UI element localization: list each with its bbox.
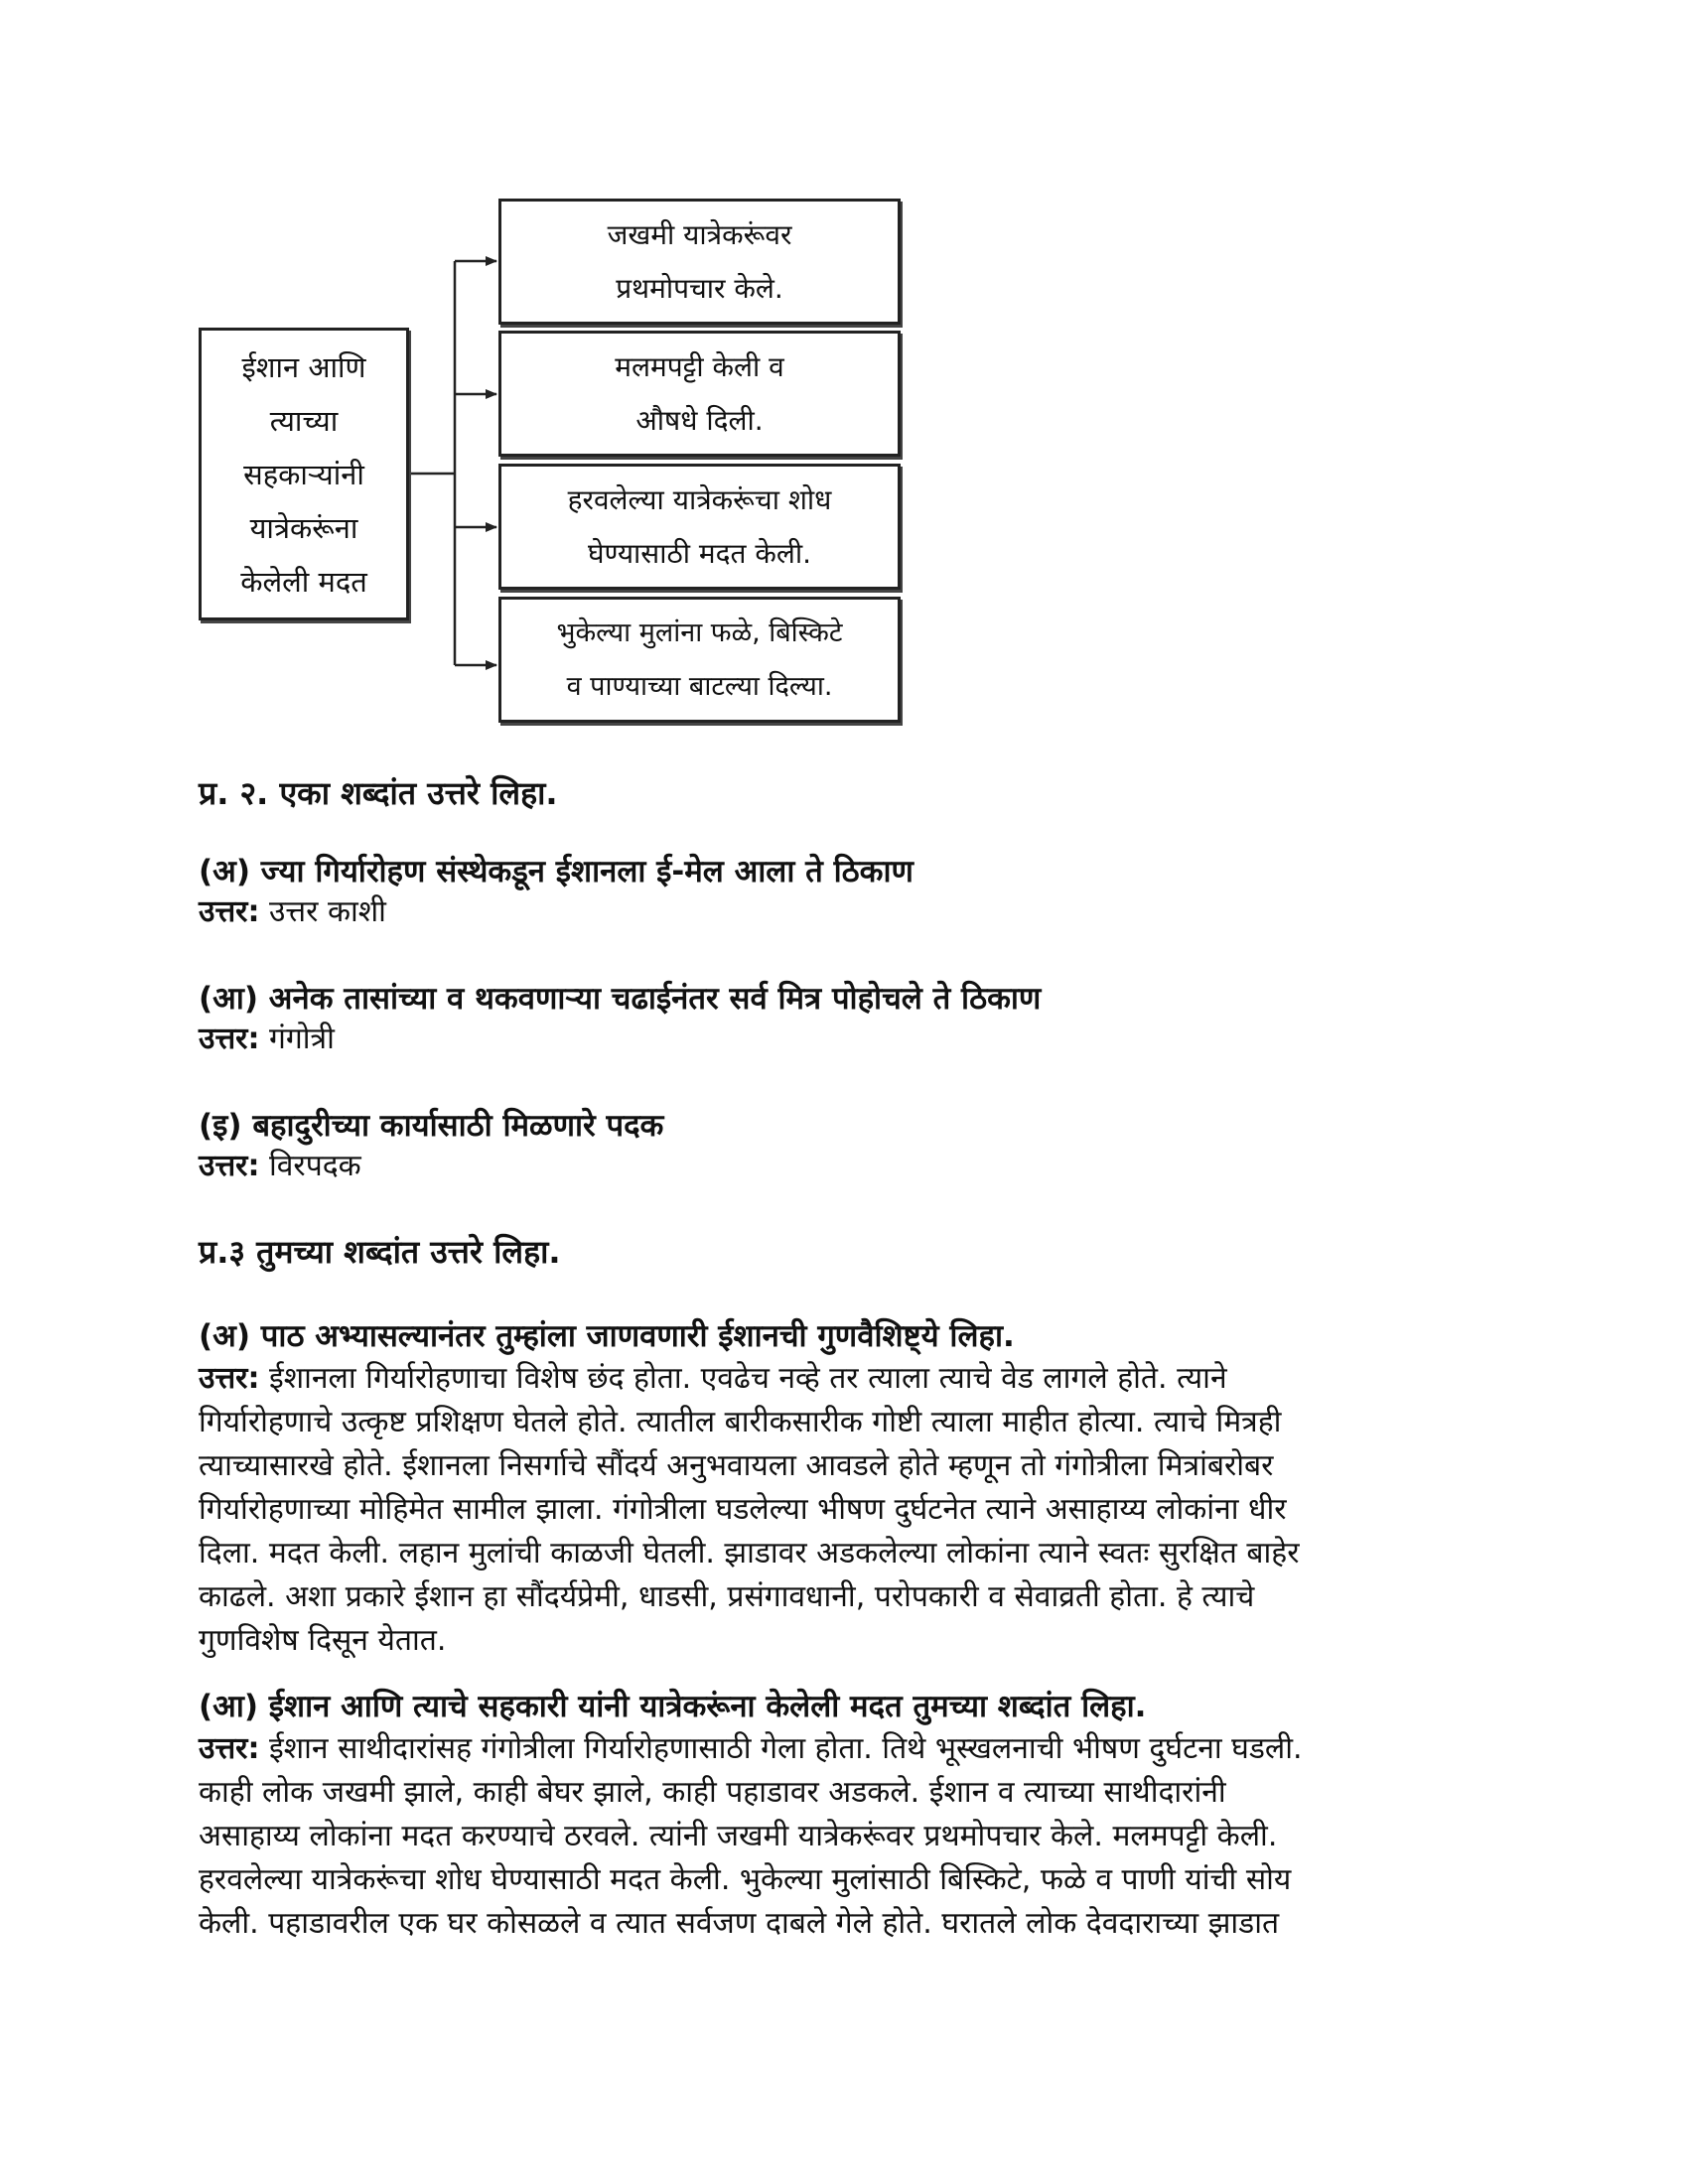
diagram-item-box (498, 331, 901, 457)
item-line: जखमी यात्रेकरूंवर (607, 217, 792, 251)
item-line: हरवलेल्या यात्रेकरूंचा शोध (567, 482, 832, 516)
help-diagram (199, 194, 914, 745)
answer-line: त्याच्यासारखे होते. ईशानला निसर्गाचे सौंदर्य अनुभवायला आवडले होते म्हणून तो गंगोत्रीला मित्रांबरोबर (199, 1448, 1274, 1483)
main-box-line: सहकाऱ्यांनी (243, 457, 364, 491)
q3-heading: प्र.३ तुमच्या शब्दांत उत्तरे लिहा. (199, 1233, 561, 1271)
answer-line: हरवलेल्या यात्रेकरूंचा शोध घेण्यासाठी मदत केली. भुकेल्या मुलांसाठी बिस्किटे, फळे व पाणी यांची सोय (199, 1862, 1292, 1897)
answer-label: उत्तर: (199, 1731, 260, 1766)
question: (अ) ज्या गिर्यारोहण संस्थेकडून ईशानला ई-मेल आला ते ठिकाण (199, 854, 914, 889)
answer-line: गुणविशेष दिसून येतात. (199, 1623, 447, 1658)
answer-text: गंगोत्री (268, 1022, 335, 1056)
question: (इ) बहादुरीच्या कार्यासाठी मिळणारे पदक (199, 1108, 664, 1144)
answer-label: उत्तर: (199, 894, 260, 929)
answer-line: असाहाय्य लोकांना मदत करण्याचे ठरवले. त्यांनी जखमी यात्रेकरूंवर प्रथमोपचार केले. मलमपट्टी केली. (199, 1819, 1278, 1853)
diagram-item-box (498, 464, 901, 590)
answer-paragraph (199, 1727, 1489, 1946)
answer-line: ईशानला गिर्यारोहणाचा विशेष छंद होता. एवढेच नव्हे तर त्याला त्याचे वेड लागले होते. त्याने (268, 1361, 1227, 1396)
answer-paragraph (199, 1357, 1489, 1663)
answer-line: गिर्यारोहणाचे उत्कृष्ट प्रशिक्षण घेतले होते. त्यातील बारीकसारीक गोष्टी त्याला माहीत होत्या. त्याचे मित्रही (199, 1405, 1282, 1439)
q2-heading: प्र. २. एका शब्दांत उत्तरे लिहा. (199, 774, 558, 812)
answer-line: काढले. अशा प्रकारे ईशान हा सौंदर्यप्रेमी, धाडसी, प्रसंगावधानी, परोपकारी व सेवाव्रती होता. हे त्याचे (199, 1579, 1255, 1614)
answer (199, 1145, 1489, 1188)
answer-line: केली. पहाडावरील एक घर कोसळले व त्यात सर्वजण दाबले गेले होते. घरातले लोक देवदाराच्या झाडात (199, 1906, 1280, 1941)
diagram-main-box (199, 328, 409, 620)
main-box-line: त्याच्या (269, 403, 339, 438)
answer-label: उत्तर: (199, 1022, 260, 1056)
answer-line: गिर्यारोहणाच्या मोहिमेत सामील झाला. गंगोत्रीला घडलेल्या भीषण दुर्घटनेत त्याने असाहाय्य लोकांना धीर (199, 1492, 1287, 1527)
item-line: औषधे दिली. (635, 403, 764, 437)
main-box-line: ईशान आणि (241, 349, 366, 384)
diagram-item-box (498, 597, 901, 723)
item-line: व पाण्याच्या बाटल्या दिल्या. (566, 670, 833, 702)
answer-label: उत्तर: (199, 1361, 260, 1396)
question: (आ) ईशान आणि त्याचे सहकारी यांनी यात्रेकरूंना केलेली मदत तुमच्या शब्दांत लिहा. (199, 1689, 1147, 1724)
answer-line: काही लोक जखमी झाले, काही बेघर झाले, काही पहाडावर अडकले. ईशान व त्याच्या साथीदारांनी (199, 1775, 1226, 1810)
item-line: भुकेल्या मुलांना फळे, बिस्किटे (556, 616, 843, 648)
question: (आ) अनेक तासांच्या व थकवणाऱ्या चढाईनंतर सर्व मित्र पोहोचले ते ठिकाण (199, 981, 1042, 1017)
answer (199, 1018, 1489, 1061)
diagram-item-box (498, 199, 901, 325)
main-box-line: केलेली मदत (240, 564, 367, 599)
item-line: मलमपट्टी केली व (615, 349, 784, 383)
answer-text: विरपदक (268, 1149, 361, 1183)
item-line: प्रथमोपचार केले. (616, 271, 783, 305)
answer-text: उत्तर काशी (268, 894, 386, 929)
answer-line: ईशान साथीदारांसह गंगोत्रीला गिर्यारोहणासाठी गेला होता. तिथे भूस्खलनाची भीषण दुर्घटना घडली. (268, 1731, 1303, 1766)
item-line: घेण्यासाठी मदत केली. (587, 536, 812, 570)
question: (अ) पाठ अभ्यासल्यानंतर तुम्हांला जाणवणारी ईशानची गुणवैशिष्ट्ये लिहा. (199, 1318, 1015, 1354)
answer (199, 890, 1489, 934)
answer-line: दिला. मदत केली. लहान मुलांची काळजी घेतली. झाडावर अडकलेल्या लोकांना त्याने स्वतः सुरक्षित बाहेर (199, 1536, 1300, 1570)
answer-label: उत्तर: (199, 1149, 260, 1183)
main-box-line: यात्रेकरूंना (249, 510, 358, 545)
